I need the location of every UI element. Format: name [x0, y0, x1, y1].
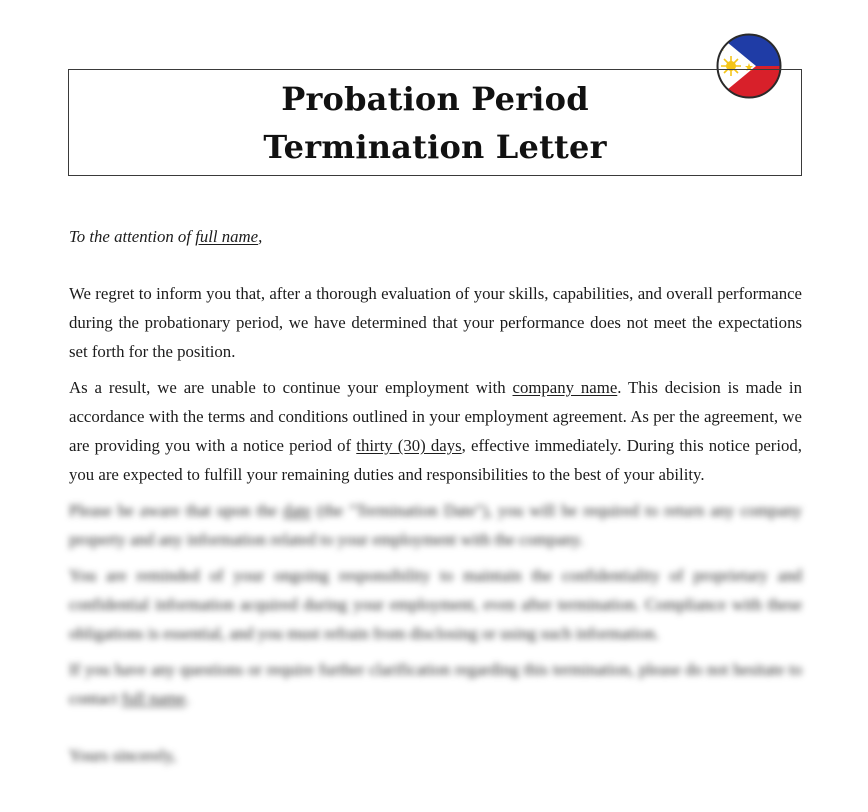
company-name-field: company name	[512, 378, 618, 397]
contact-text-b: .	[185, 689, 190, 708]
document-title-box	[68, 69, 802, 176]
notice-text-b: . This decision is made in accordance with the terms and conditions outlined in your employment agreement. As per the agreement, we are providing you with a notice period of	[69, 378, 802, 455]
recipient-name-field: full name	[195, 227, 259, 246]
notice-text-c: , effective immediately. During this notice period, you are expected to fulfill your remaining duties and responsibilities to the best of your ability.	[69, 436, 803, 484]
blurred-preview-section	[69, 496, 802, 770]
paragraph-notice	[69, 373, 802, 489]
contact-text-a: If you have any questions or require further clarification regarding this termination, please do not hesitate to contact	[69, 660, 802, 708]
paragraph-contact	[69, 655, 802, 713]
salutation	[69, 222, 802, 251]
contact-name-field: full name	[121, 689, 186, 708]
document-title-line-1: Probation Period	[281, 80, 589, 118]
return-text-b: (the "Termination Date"), you will be required to return any company property and any information related to your employment with the company.	[69, 501, 802, 549]
letter-body	[69, 222, 802, 770]
notice-text-a: As a result, we are unable to continue your employment with	[69, 378, 513, 397]
paragraph-evaluation: We regret to inform you that, after a thorough evaluation of your skills, capabilities, and overall performance during the probationary period, we have determined that your performance does not meet the expectations set forth for the position.	[69, 284, 802, 361]
paragraph-confidentiality: You are reminded of your ongoing responsibility to maintain the confidentiality of proprietary and confidential information acquired during your employment, even after termination. Compliance with these obligations is essential, and you must refrain from disclosing or using such information.	[69, 566, 802, 643]
document-title-line-2: Termination Letter	[263, 128, 607, 166]
paragraph-return-property	[69, 496, 802, 554]
return-text-a: Please be aware that upon the	[69, 501, 284, 520]
closing: Yours sincerely,	[69, 746, 177, 765]
termination-date-field: date	[283, 501, 311, 520]
salutation-suffix: ,	[258, 227, 263, 246]
notice-period-field: thirty (30) days	[356, 436, 462, 455]
salutation-prefix: To the attention of	[69, 227, 196, 246]
